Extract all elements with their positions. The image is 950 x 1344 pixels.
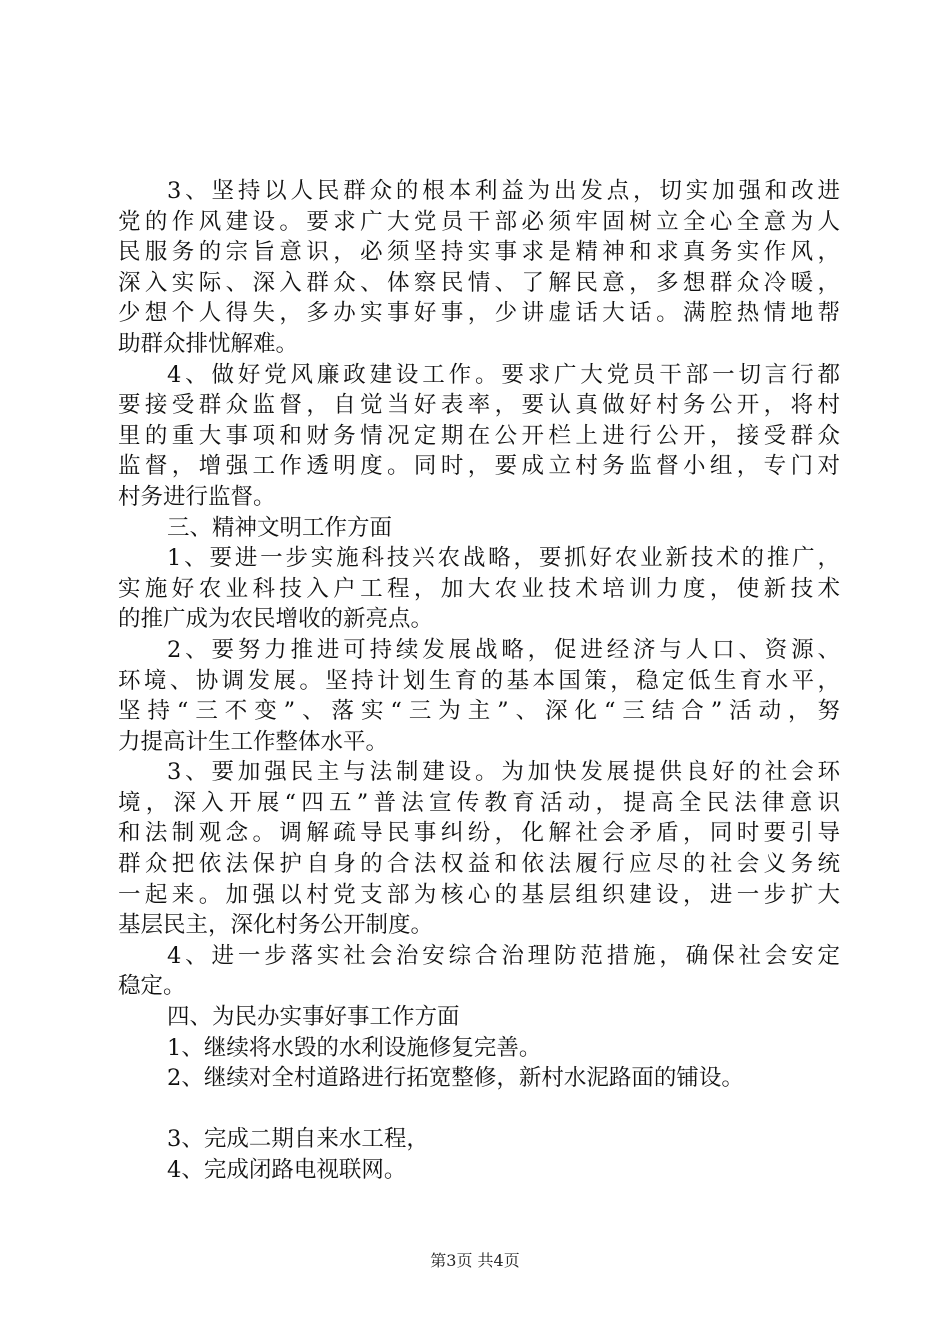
text-line: 群众把依法保护自身的合法权益和依法履行应尽的社会义务统 xyxy=(118,851,840,878)
text-line: 一起来。加强以村党支部为核心的基层组织建设，进一步扩大 xyxy=(118,881,840,908)
text-line: 基层民主，深化村务公开制度。 xyxy=(118,912,434,939)
text-line: 力提高计生工作整体水平。 xyxy=(118,728,389,755)
text-line: 的推广成为农民增收的新亮点。 xyxy=(118,606,434,633)
document-body xyxy=(118,176,840,1186)
text-line: 民服务的宗旨意识，必须坚持实事求是精神和求真务实作风， xyxy=(118,239,840,266)
text-line: 4、进一步落实社会治安综合治理防范措施，确保社会安定 xyxy=(167,942,840,969)
text-line: 实施好农业科技入户工程，加大农业技术培训力度，使新技术 xyxy=(118,575,840,602)
text-line: 1、要进一步实施科技兴农战略，要抓好农业新技术的推广， xyxy=(167,545,840,572)
text-line: 1、继续将水毁的水利设施修复完善。 xyxy=(167,1034,542,1061)
text-line: 助群众排忧解难。 xyxy=(118,330,299,357)
text-line: 村务进行监督。 xyxy=(118,483,276,510)
text-line: 稳定。 xyxy=(118,973,186,1000)
text-line: 2、继续对全村道路进行拓宽整修，新村水泥路面的铺设。 xyxy=(167,1065,744,1092)
text-line: 和法制观念。调解疏导民事纠纷，化解社会矛盾，同时要引导 xyxy=(118,820,840,847)
text-line: 坚持“三不变”、落实“三为主”、深化“三结合”活动，努 xyxy=(118,698,840,725)
page-footer: 第3页 共4页 xyxy=(430,1251,520,1270)
text-line: 党的作风建设。要求广大党员干部必须牢固树立全心全意为人 xyxy=(118,208,840,235)
text-line: 少想个人得失，多办实事好事，少讲虚话大话。满腔热情地帮 xyxy=(118,300,840,327)
text-line: 深入实际、深入群众、体察民情、了解民意，多想群众冷暖， xyxy=(118,269,840,296)
text-line: 3、完成二期自来水工程， xyxy=(167,1126,429,1153)
text-line: 4、完成闭路电视联网。 xyxy=(167,1157,407,1183)
text-line: 3、坚持以人民群众的根本利益为出发点，切实加强和改进 xyxy=(167,178,840,204)
blank-line xyxy=(118,1094,840,1125)
text-line: 4、做好党风廉政建设工作。要求广大党员干部一切言行都 xyxy=(167,361,840,388)
text-line: 环境、协调发展。坚持计划生育的基本国策，稳定低生育水平， xyxy=(118,667,840,694)
text-line: 监督，增强工作透明度。同时，要成立村务监督小组，专门对 xyxy=(118,453,840,480)
text-line: 要接受群众监督，自觉当好表率，要认真做好村务公开，将村 xyxy=(118,392,840,419)
text-line: 三、精神文明工作方面 xyxy=(167,514,393,541)
text-line: 境，深入开展“四五”普法宣传教育活动，提高全民法律意识 xyxy=(118,789,840,816)
text-line: 四、为民办实事好事工作方面 xyxy=(167,1004,460,1031)
text-line: 3、要加强民主与法制建设。为加快发展提供良好的社会环 xyxy=(167,759,840,786)
text-line: 里的重大事项和财务情况定期在公开栏上进行公开，接受群众 xyxy=(118,422,840,449)
text-line: 2、要努力推进可持续发展战略，促进经济与人口、资源、 xyxy=(167,636,840,663)
